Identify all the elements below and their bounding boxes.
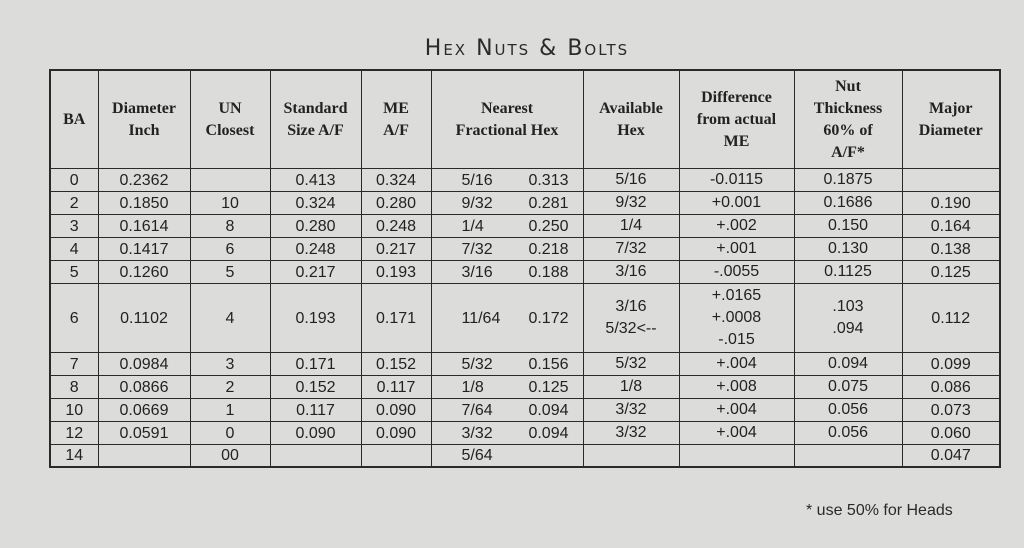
cell-available <box>583 376 679 399</box>
cell-nearest <box>431 215 583 238</box>
cell-diameter: 0.1417 <box>98 238 190 261</box>
header-nearest <box>431 70 583 169</box>
cell-difference-line: +.004 <box>716 424 757 441</box>
header-major-line: Major <box>928 99 973 117</box>
cell-un: 00 <box>190 445 270 468</box>
cell-difference <box>679 399 794 422</box>
cell-nut-thickness <box>794 353 902 376</box>
header-standard-line: Standard <box>283 99 348 117</box>
cell-nut-thickness <box>794 215 902 238</box>
cell-available-line: 3/32 <box>615 424 647 441</box>
cell-standard: 0.171 <box>270 353 361 376</box>
header-un <box>190 70 270 169</box>
cell-nut-thickness <box>794 238 902 261</box>
cell-diameter: 0.0591 <box>98 422 190 445</box>
header-nearest-line: Fractional Hex <box>455 121 559 139</box>
cell-me: 0.280 <box>361 192 431 215</box>
cell-nut-thickness-line: 0.094 <box>827 355 869 372</box>
cell-nearest <box>431 169 583 192</box>
header-un-line: Closest <box>205 121 255 139</box>
header-ba: BA <box>50 70 98 169</box>
cell-difference-line: +.004 <box>716 401 757 418</box>
cell-me: 0.324 <box>361 169 431 192</box>
cell-nearest-fraction: 3/16 <box>461 263 493 281</box>
cell-me: 0.152 <box>361 353 431 376</box>
cell-un: 2 <box>190 376 270 399</box>
cell-major: 0.138 <box>902 238 1000 261</box>
hex-spec-table <box>49 69 1001 468</box>
cell-available-line: 3/16 <box>615 298 647 315</box>
table-body <box>50 169 1000 468</box>
table-row <box>50 238 1000 261</box>
header-standard <box>270 70 361 169</box>
cell-diameter: 0.0669 <box>98 399 190 422</box>
cell-nearest <box>431 192 583 215</box>
cell-major: 0.086 <box>902 376 1000 399</box>
cell-available-line: 1/4 <box>619 217 643 234</box>
cell-nut-thickness-line: 0.056 <box>827 401 869 418</box>
cell-available <box>583 445 679 468</box>
cell-available-line: 5/32 <box>615 355 647 372</box>
cell-ba: 2 <box>50 192 98 215</box>
cell-nut-thickness <box>794 422 902 445</box>
table-row <box>50 422 1000 445</box>
cell-available <box>583 422 679 445</box>
cell-diameter: 0.1102 <box>98 284 190 353</box>
cell-difference-line: -.015 <box>718 331 755 348</box>
cell-ba: 3 <box>50 215 98 238</box>
cell-standard: 0.193 <box>270 284 361 353</box>
table-row <box>50 399 1000 422</box>
header-major-line: Diameter <box>918 121 983 139</box>
cell-nearest-fraction: 9/32 <box>461 194 493 212</box>
cell-nut-thickness <box>794 445 902 468</box>
table-row <box>50 284 1000 353</box>
cell-ba: 4 <box>50 238 98 261</box>
cell-standard: 0.090 <box>270 422 361 445</box>
cell-difference <box>679 192 794 215</box>
cell-nearest-decimal: 0.172 <box>528 309 569 327</box>
cell-available <box>583 261 679 284</box>
cell-major <box>902 169 1000 192</box>
cell-difference <box>679 422 794 445</box>
header-difference-line: Difference <box>701 88 772 106</box>
header-me-line: A/F <box>383 121 409 139</box>
cell-me: 0.090 <box>361 422 431 445</box>
cell-nearest <box>431 238 583 261</box>
table-row <box>50 215 1000 238</box>
cell-un: 1 <box>190 399 270 422</box>
cell-nut-thickness <box>794 169 902 192</box>
header-available-line: Available <box>599 99 663 117</box>
table-row <box>50 353 1000 376</box>
cell-nut-thickness <box>794 399 902 422</box>
header-row <box>50 70 1000 169</box>
cell-nearest-fraction: 1/8 <box>461 378 484 396</box>
header-difference-line: from actual <box>696 110 777 128</box>
cell-un <box>190 169 270 192</box>
cell-available <box>583 238 679 261</box>
cell-un: 6 <box>190 238 270 261</box>
cell-difference <box>679 238 794 261</box>
cell-nearest <box>431 376 583 399</box>
cell-nut-thickness-line: .094 <box>832 320 864 337</box>
cell-nearest <box>431 445 583 468</box>
cell-nearest-decimal: 0.250 <box>528 217 569 235</box>
cell-nut-thickness-line: 0.150 <box>827 217 869 234</box>
cell-difference-line: +.0165 <box>711 287 762 304</box>
header-me-line: ME <box>383 99 409 117</box>
cell-difference-line: +.002 <box>716 217 757 234</box>
cell-un: 10 <box>190 192 270 215</box>
cell-available <box>583 399 679 422</box>
cell-ba: 6 <box>50 284 98 353</box>
header-nut-line: 60% of <box>823 121 873 139</box>
footnote: * use 50% for Heads <box>806 502 953 519</box>
cell-major: 0.190 <box>902 192 1000 215</box>
cell-nearest-fraction: 7/32 <box>461 240 493 258</box>
cell-nut-thickness-line: 0.1875 <box>823 171 873 188</box>
cell-ba: 14 <box>50 445 98 468</box>
cell-available-line: 5/32<-- <box>605 320 657 337</box>
cell-major: 0.047 <box>902 445 1000 468</box>
header-nut-line: Thickness <box>813 99 883 117</box>
header-standard-line: Size A/F <box>287 121 344 139</box>
cell-available <box>583 353 679 376</box>
cell-available-line: 3/32 <box>615 401 647 418</box>
cell-nut-thickness-line: 0.075 <box>827 378 869 395</box>
header-nut-line: Nut <box>835 77 861 95</box>
cell-nearest-fraction: 5/64 <box>461 447 493 464</box>
cell-difference-line: +.0008 <box>711 309 762 326</box>
cell-nearest-decimal: 0.218 <box>528 240 569 258</box>
cell-standard: 0.324 <box>270 192 361 215</box>
cell-diameter: 0.0984 <box>98 353 190 376</box>
cell-nut-thickness <box>794 261 902 284</box>
header-difference-line: ME <box>723 132 750 150</box>
cell-diameter: 0.1260 <box>98 261 190 284</box>
cell-me: 0.248 <box>361 215 431 238</box>
cell-ba: 10 <box>50 399 98 422</box>
cell-difference-line: +.001 <box>716 240 757 257</box>
cell-available <box>583 192 679 215</box>
header-available <box>583 70 679 169</box>
header-diameter-line: Diameter <box>112 99 176 117</box>
cell-ba: 12 <box>50 422 98 445</box>
cell-nut-thickness <box>794 284 902 353</box>
cell-nearest-decimal: 0.125 <box>528 378 569 396</box>
cell-difference-line: +.004 <box>716 355 757 372</box>
cell-standard: 0.280 <box>270 215 361 238</box>
cell-un: 0 <box>190 422 270 445</box>
cell-nearest <box>431 261 583 284</box>
cell-un: 5 <box>190 261 270 284</box>
cell-available <box>583 215 679 238</box>
table-row <box>50 445 1000 468</box>
cell-difference-line: -0.0115 <box>709 171 764 188</box>
cell-available <box>583 169 679 192</box>
cell-diameter: 0.0866 <box>98 376 190 399</box>
cell-ba: 7 <box>50 353 98 376</box>
cell-major: 0.099 <box>902 353 1000 376</box>
cell-nearest-decimal: 0.156 <box>528 355 569 373</box>
cell-difference <box>679 284 794 353</box>
cell-me: 0.193 <box>361 261 431 284</box>
cell-difference <box>679 353 794 376</box>
cell-difference <box>679 169 794 192</box>
cell-difference <box>679 445 794 468</box>
cell-available-line: 1/8 <box>619 378 643 395</box>
cell-diameter: 0.2362 <box>98 169 190 192</box>
cell-me: 0.117 <box>361 376 431 399</box>
cell-nearest-fraction: 1/4 <box>461 217 484 235</box>
header-major <box>902 70 1000 169</box>
cell-available <box>583 284 679 353</box>
cell-diameter: 0.1614 <box>98 215 190 238</box>
cell-standard: 0.152 <box>270 376 361 399</box>
cell-available-line: 5/16 <box>615 171 647 188</box>
cell-difference-line: +0.001 <box>711 194 762 211</box>
cell-nearest <box>431 353 583 376</box>
cell-nearest-decimal: 0.188 <box>528 263 569 281</box>
page-title: Hex Nuts & Bolts <box>424 36 630 61</box>
cell-major: 0.125 <box>902 261 1000 284</box>
cell-standard: 0.248 <box>270 238 361 261</box>
cell-nearest <box>431 284 583 353</box>
header-nearest-line: Nearest <box>480 99 534 117</box>
cell-nearest-decimal: 0.094 <box>528 424 569 442</box>
cell-me: 0.171 <box>361 284 431 353</box>
cell-difference <box>679 376 794 399</box>
cell-standard: 0.117 <box>270 399 361 422</box>
cell-nut-thickness-line: 0.130 <box>827 240 869 257</box>
cell-diameter <box>98 445 190 468</box>
cell-major: 0.073 <box>902 399 1000 422</box>
cell-un: 3 <box>190 353 270 376</box>
cell-major: 0.060 <box>902 422 1000 445</box>
cell-nut-thickness-line: 0.056 <box>827 424 869 441</box>
cell-nearest-decimal: 0.313 <box>528 171 569 189</box>
header-nut-thickness <box>794 70 902 169</box>
cell-nearest-fraction: 5/16 <box>461 171 493 189</box>
cell-diameter: 0.1850 <box>98 192 190 215</box>
cell-nut-thickness <box>794 376 902 399</box>
cell-difference-line: -.0055 <box>713 263 760 280</box>
cell-nearest-decimal: 0.094 <box>528 401 569 419</box>
cell-standard: 0.217 <box>270 261 361 284</box>
cell-nearest-decimal: 0.281 <box>528 194 569 212</box>
cell-nearest-fraction: 5/32 <box>461 355 493 373</box>
header-diameter <box>98 70 190 169</box>
cell-difference-line: +.008 <box>716 378 757 395</box>
cell-difference <box>679 261 794 284</box>
cell-available-line: 3/16 <box>615 263 647 280</box>
table-row <box>50 169 1000 192</box>
cell-nut-thickness <box>794 192 902 215</box>
cell-ba: 8 <box>50 376 98 399</box>
header-available-line: Hex <box>617 121 645 139</box>
cell-ba: 5 <box>50 261 98 284</box>
cell-nut-thickness-line: 0.1686 <box>823 194 873 211</box>
header-difference <box>679 70 794 169</box>
cell-major: 0.164 <box>902 215 1000 238</box>
cell-un: 8 <box>190 215 270 238</box>
cell-difference <box>679 215 794 238</box>
table-row <box>50 192 1000 215</box>
cell-me: 0.090 <box>361 399 431 422</box>
cell-nut-thickness-line: 0.1125 <box>824 263 872 280</box>
header-un-line: UN <box>218 99 242 117</box>
cell-ba: 0 <box>50 169 98 192</box>
cell-nearest-fraction: 7/64 <box>461 401 493 419</box>
header-nut-line: A/F* <box>831 143 865 161</box>
cell-nearest-fraction: 11/64 <box>461 309 501 327</box>
cell-available-line: 9/32 <box>615 194 647 211</box>
cell-nearest <box>431 399 583 422</box>
cell-un: 4 <box>190 284 270 353</box>
cell-nearest <box>431 422 583 445</box>
cell-nut-thickness-line: .103 <box>832 298 864 315</box>
cell-me: 0.217 <box>361 238 431 261</box>
cell-nearest-fraction: 3/32 <box>461 424 493 442</box>
cell-standard: 0.413 <box>270 169 361 192</box>
header-diameter-line: Inch <box>128 121 160 139</box>
header-me <box>361 70 431 169</box>
cell-major: 0.112 <box>902 284 1000 353</box>
cell-standard <box>270 445 361 468</box>
table-row <box>50 376 1000 399</box>
cell-me <box>361 445 431 468</box>
cell-available-line: 7/32 <box>615 240 647 257</box>
table-row <box>50 261 1000 284</box>
